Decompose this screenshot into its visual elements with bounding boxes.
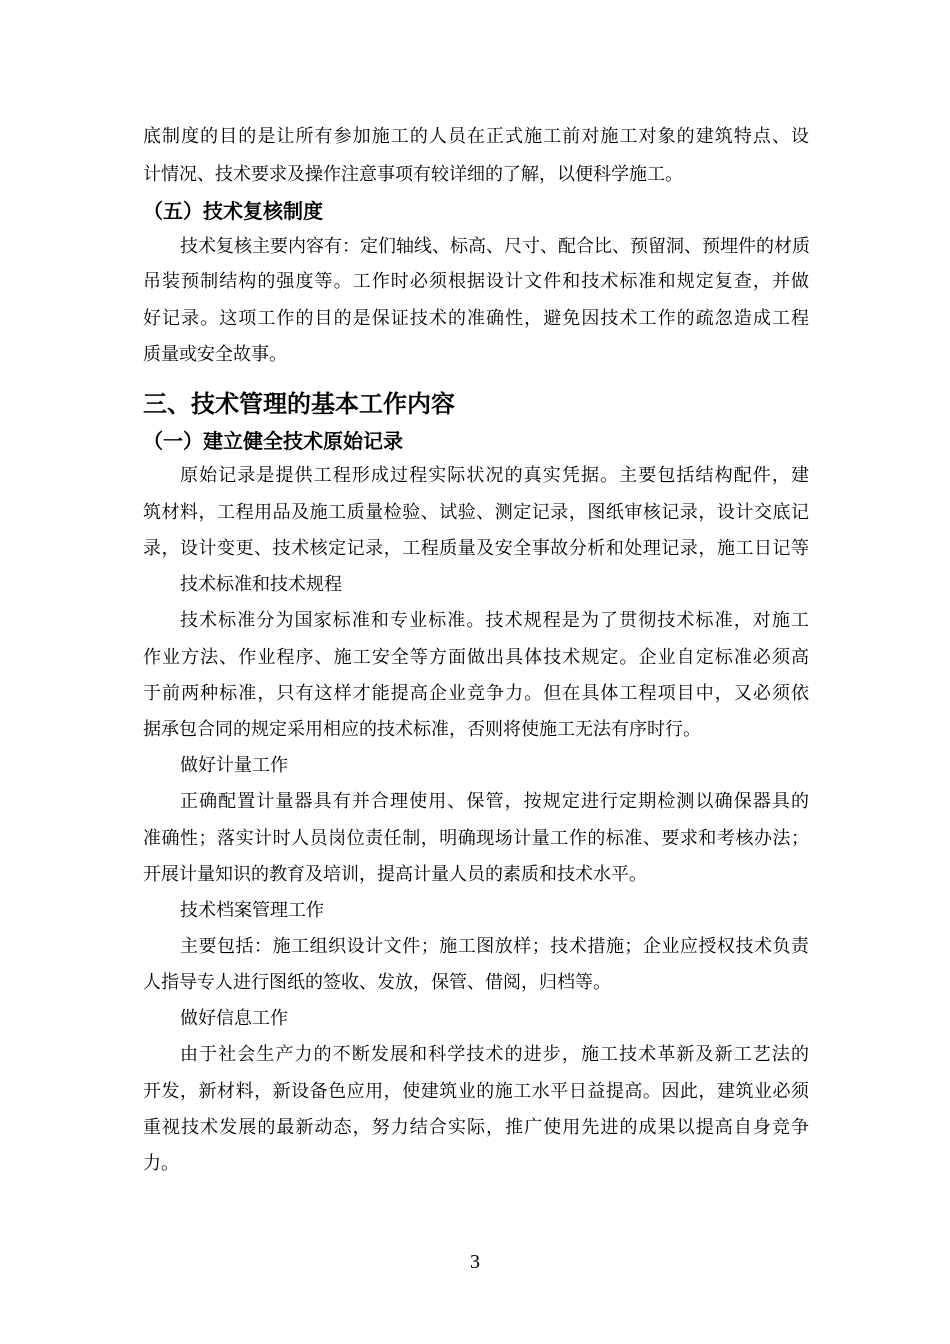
paragraph-line: 技术复核主要内容有：定们轴线、标高、尺寸、配合比、预留洞、预埋件的材质 [180, 236, 810, 257]
paragraph-line: 计情况、技术要求及操作注意事项有较详细的了解，以便科学施工。 [143, 164, 683, 185]
paragraph-line: 技术标准分为国家标准和专业标准。技术规程是为了贯彻技术标准，对施工 [180, 610, 809, 631]
paragraph-line: 力。 [143, 1153, 179, 1174]
paragraph-line: 底制度的目的是让所有参加施工的人员在正式施工前对施工对象的建筑特点、设 [143, 126, 809, 147]
paragraph-line: 于前两种标准，只有这样才能提高企业竞争力。但在具体工程项目中，又必须依 [143, 683, 809, 704]
paragraph-line: 开展计量知识的教育及培训，提高计量人员的素质和技术水平。 [143, 864, 647, 885]
subsection-heading: （一）建立健全技术原始记录 [143, 429, 403, 453]
item-heading: 技术档案管理工作 [180, 900, 324, 921]
item-heading: 做好计量工作 [180, 755, 288, 776]
paragraph-line: 主要包括：施工组织设计文件；施工图放样；技术措施；企业应授权技术负责 [180, 936, 809, 957]
page-number: 3 [470, 1251, 480, 1273]
paragraph-line: 开发，新材料，新设备色应用，使建筑业的施工水平日益提高。因此，建筑业必须 [143, 1081, 809, 1102]
paragraph-line: 准确性；落实计时人员岗位责任制，明确现场计量工作的标准、要求和考核办法； [143, 828, 809, 849]
paragraph-line: 原始记录是提供工程形成过程实际状况的真实凭据。主要包括结构配件，建 [180, 465, 809, 486]
section-heading: 三、技术管理的基本工作内容 [143, 390, 455, 418]
paragraph-line: 吊装预制结构的强度等。工作时必须根据设计文件和技术标准和规定复查，并做 [143, 271, 809, 292]
item-heading: 技术标准和技术规程 [180, 574, 342, 595]
paragraph-line: 质量或安全故事。 [143, 344, 287, 365]
subsection-heading: （五）技术复核制度 [143, 199, 323, 223]
paragraph-line: 作业方法、作业程序、施工安全等方面做出具体技术规定。企业自定标准必须高 [143, 647, 809, 668]
paragraph-line: 筑材料，工程用品及施工质量检验、试验、测定记录，图纸审核记录，设计交底记 [143, 502, 809, 523]
paragraph-line: 人指导专人进行图纸的签收、发放，保管、借阅，归档等。 [143, 972, 611, 993]
paragraph-line: 由于社会生产力的不断发展和科学技术的进步，施工技术革新及新工艺法的 [180, 1044, 809, 1065]
paragraph-line: 重视技术发展的最新动态，努力结合实际，推广使用先进的成果以提高自身竞争 [143, 1117, 809, 1138]
paragraph-line: 据承包合同的规定采用相应的技术标准，否则将使施工无法有序时行。 [143, 719, 701, 740]
paragraph-line: 录，设计变更、技术核定记录，工程质量及安全事故分析和处理记录，施工日记等 [143, 538, 809, 559]
paragraph-line: 正确配置计量器具有并合理使用、保管，按规定进行定期检测以确保器具的 [180, 791, 809, 812]
paragraph-line: 好记录。这项工作的目的是保证技术的准确性，避免因技术工作的疏忽造成工程 [143, 308, 809, 329]
item-heading: 做好信息工作 [180, 1008, 288, 1029]
